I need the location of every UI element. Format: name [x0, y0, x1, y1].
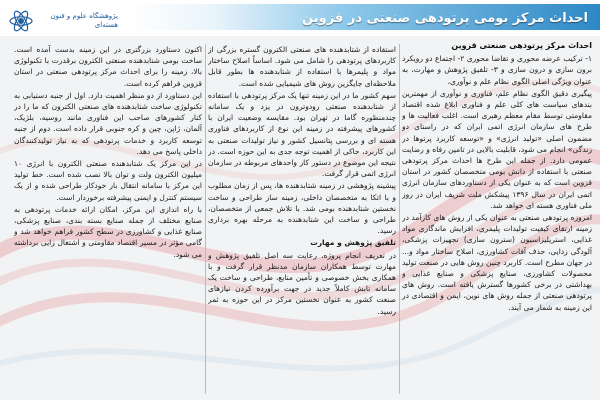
paragraph: سهم کشور ما در این زمینه تنها یک مرکز پرتودهی با استفاده از شتابدهنده صنعتی رودوترون در یزد و یک سامانه چندمنظوره گاما در تهران بود. مقایسه وضعیت ایران با کشورهای پیشرفته در زمینه این نوع از کاربردهای فناوری هسته ای و بررسی پتانسیل کشور و نیاز تولیدات صنعتی به این کاربرد، حاکی از اهمیت توجه جدی به این حوزه است. در نتیجه این موضوع در دستور کار واحدهای مربوطه در سازمان انرژی اتمی قرار گرفت. [208, 90, 396, 179]
paragraph: استفاده از شتابدهنده های صنعتی الکترون گستره بزرگی از کاربردهای پرتودهی را شامل می شود. اساساً اصلاح ساختار مواد و پلیمرها با استفاده از شتابدهنده ها بطور قابل ملاحظه‌ای جایگزین روش های شیمیایی شده است. [208, 45, 396, 88]
paragraph: امروزه پرتودهی صنعتی به عنوان یکی از روش های کارآمد در زمینه ارتقای کیفیت تولیدات پلیمری، افزایش ماندگاری مواد غذایی، استریلیزاسیون (سترون سازی) تجهیزات پزشکی، آلودگی زدایی، حذف آفات کشاورزی، اصلاح ساختار مواد و... در جهان مطرح است. کاربرد چنین روش هایی در صنعت تولید محصولات کشاورزی، صنایع پزشکی و صنایع غذایی و بهداشتی در برخی کشورها گسترش یافته است. روش های پرتودهی صنعتی از جمله روش های نوین، ایمن و اقتصادی در این زمینه به شمار می آیند. [402, 213, 592, 312]
paragraph: پیشینه پژوهشی در زمینه شتابدهنده ها، پس از زمان مطلوب و با اتکا به متخصصان داخلی، زمینه ساز طراحی و ساخت نخستین شتابدهنده بومی شد. با تلاش جمعی از متخصصان، طراحی و ساخت این شتابدهنده به مرحله بهره برداری رسید. [208, 181, 396, 236]
article-subtitle: احداث مرکز پرتودهی صنعتی قزوین [451, 41, 592, 50]
highlight-phrase: تلفیق پژوهش و مهارت [310, 238, 396, 248]
atom-logo-icon [8, 8, 34, 34]
article-column-1 [402, 40, 592, 396]
paragraph [208, 237, 396, 248]
column-divider [205, 44, 206, 394]
article-column-3 [14, 44, 202, 400]
paragraph: ۱- ترکیب عرضه محوری و تقاضا محوری ۲- اجتماع دو رویکرد برون سازی و درون سازی و ۳- تلفیق پژوهش و مهارت، به عنوان ویژگی اصلی الگوی نظام علم و نوآوری، [402, 54, 592, 86]
logo-text: پژوهشگاه علوم و فنون هسته‌ای [50, 12, 118, 29]
paragraph: اکنون دستاورد بزرگتری در این زمینه بدست آمده است. ساخت بومی شتابدهنده صنعتی الکترون برقدرت با تکنولوژی بالا، زمینه را برای احداث مرکز پرتودهی صنعتی در استان قزوین فراهم کرده است. [14, 45, 202, 88]
header-banner [0, 0, 600, 36]
article-column-2 [208, 44, 396, 400]
headline-band [130, 4, 600, 30]
paragraph: با راه اندازی این مرکز، امکان ارائه خدمات پرتودهی به صنایع مختلف از جمله صنایع بسته بندی، صنایع پزشکی، صنایع غذایی و کشاورزی در سطح کشور فراهم خواهد شد و گامی مؤثر در مسیر اقتصاد مقاومتی و اشتغال زایی برداشته می شود. [14, 204, 202, 259]
paragraph: پیگیری دقیق الگوی نظام علم، فناوری و نوآوری از مهمترین بندهای سیاست های کلی علم و فناوری ابلاغ شده اقتصاد مقاومتی توسط مقام معظم رهبری است. اغلب فعالیت ها و طرح های سازمان انرژی اتمی ایران که در راستای دو مضمون اصلی «تولید انرژی» و «توسعه کاربرد پرتوها در زندگی» انجام می شود، قابلیت بالایی در تامین رفاه و رضایت عمومی دارد. از جمله این طرح ها احداث مرکز پرتودهی صنعتی با استفاده از دانش بومی متخصصان کشور در استان قزوین است که به عنوان یکی از دستاوردهای سازمان انرژی اتمی ایران در سال ۱۳۹۶ پیشکش ملت شریف ایران در روز ملی فناوری هسته ای خواهد شد. [402, 88, 592, 210]
paragraph: در این مرکز یک شتابدهنده صنعتی الکترون با انرژی ۱۰ میلیون الکترون ولت و توان بالا نصب شده است. خط تولید این مرکز با سامانه انتقال بار خودکار طراحی شده و از یک سیستم کنترل و ایمنی پیشرفته برخوردار است. [14, 159, 202, 202]
paragraph: این دستاورد از دو منظر اهمیت دارد. اول از جنبه دستیابی به تکنولوژی ساخت شتابدهنده های صنعتی الکترون که ما را در کنار کشورهای صاحب این فناوری مانند روسیه، بلژیک، آلمان، ژاپن، چین و کره جنوبی قرار داده است. دوم از جنبه توسعه کاربرد و خدمات پرتودهی که به نیاز تولیدکنندگان داخلی پاسخ می دهد. [14, 90, 202, 156]
logo [8, 6, 126, 36]
paragraph: در تعریف انجام پروژه، رعایت سه اصل تلفیق پژوهش و مهارت توسط همکاران سازمان مدنظر قرار گرفت و با همکاری بخش خصوصی و تأمین منابع، طراحی و ساخت یک سامانه تابش کاملاً جدید در جهت برآورده کردن نیازهای صنعت کشور به عنوان نخستین مرکز در این حوزه به ثمر رسید. [208, 250, 396, 316]
headline: احداث مرکز بومی پرتودهی صنعتی در قزوین [302, 11, 588, 26]
column-divider [399, 44, 400, 394]
